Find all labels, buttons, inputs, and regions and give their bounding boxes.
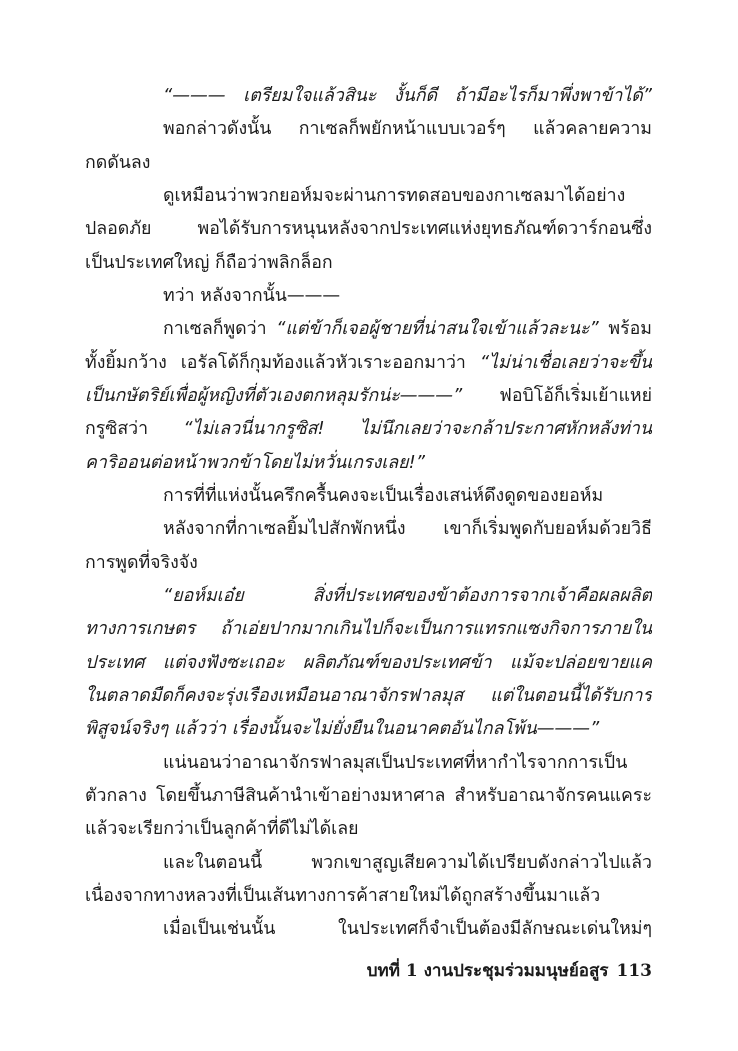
paragraph xyxy=(85,913,652,946)
paragraph xyxy=(85,313,652,480)
text-line xyxy=(85,313,652,346)
narration-text: หลังจากที่กาเซลยิ้มไปสักพักหนึ่ง เขาก็เริ่มพูดกับยอห์มด้วยวิธี xyxy=(163,519,652,540)
running-head: บทที่ 1 งานประชุมร่วมมนุษย์อสูร xyxy=(366,961,609,981)
text-line xyxy=(85,147,652,180)
text-line xyxy=(85,80,652,113)
narration-text: พร้อม xyxy=(598,319,652,340)
dialogue-text: เป็นกษัตริย์เพื่อผู้หญิงที่ตัวเองตกหลุมรักน่ะ———” xyxy=(85,385,463,406)
dialogue-text: ทางการเกษตร ถ้าเอ่ยปากมากเกินไปก็จะเป็นการแทรกแซงกิจการภายใน xyxy=(85,619,652,640)
paragraph xyxy=(85,580,652,747)
paragraph xyxy=(85,80,652,113)
narration-text: ทว่า หลังจากนั้น——— xyxy=(163,285,341,306)
dialogue-text: “——— เตรียมใจแล้วสินะ งั้นก็ดี ถ้ามีอะไรก็มาพึ่งพาข้าได้” xyxy=(163,86,652,106)
narration-text: เป็นประเทศใหญ่ ก็ถือว่าพลิกล็อก xyxy=(85,252,333,273)
paragraph xyxy=(85,180,652,280)
narration-text: แน่นอนว่าอาณาจักรฟาลมุสเป็นประเทศที่หากำไรจากการเป็น xyxy=(163,752,628,773)
text-line xyxy=(85,647,652,680)
narration-text: การที่ที่แห่งนั้นครึกครื้นคงจะเป็นเรื่องเสน่ห์ดึงดูดของยอห์ม xyxy=(163,485,604,506)
text-line xyxy=(85,380,652,413)
paragraph xyxy=(85,113,652,180)
text-line xyxy=(85,213,652,246)
narration-text: และในตอนนี้ พวกเขาสูญเสียความได้เปรียบดังกล่าวไปแล้ว xyxy=(163,852,652,873)
paragraph xyxy=(85,480,652,513)
text-line xyxy=(85,113,652,146)
text-line xyxy=(85,747,652,780)
text-line xyxy=(85,847,652,880)
page-footer xyxy=(367,956,652,986)
text-line xyxy=(85,480,652,513)
narration-text: เมื่อเป็นเช่นนั้น ในประเทศก็จำเป็นต้องมีลักษณะเด่นใหม่ๆ xyxy=(163,919,652,940)
text-line xyxy=(85,547,652,580)
text-line xyxy=(85,413,652,446)
text-line xyxy=(85,347,652,380)
narration-text: กดดันลง xyxy=(85,152,151,173)
dialogue-text: พิสูจน์จริงๆ แล้วว่า เรื่องนั้นจะไม่ยั่งยืนในอนาคตอันไกลโพ้น———” xyxy=(85,719,600,740)
text-line xyxy=(85,580,652,613)
text-line xyxy=(85,280,652,313)
text-line xyxy=(85,713,652,746)
text-line xyxy=(85,680,652,713)
narration-text: ดูเหมือนว่าพวกยอห์มจะผ่านการทดสอบของกาเซลมาได้อย่าง xyxy=(163,185,626,206)
narration-text: กาเซลก็พูดว่า xyxy=(163,319,277,340)
narration-text: ทั้งยิ้มกว้าง เอรัลโด้ก็กุมท้องแล้วหัวเราะออกมาว่า xyxy=(85,352,480,373)
text-line xyxy=(85,247,652,280)
dialogue-text: “แต่ข้าก็เจอผู้ชายที่น่าสนใจเข้าแล้วละนะ” xyxy=(276,319,599,340)
narration-text: แล้วจะเรียกว่าเป็นลูกค้าที่ดีไม่ได้เลย xyxy=(85,819,359,840)
paragraph xyxy=(85,847,652,914)
text-line xyxy=(85,447,652,480)
narration-text: ตัวกลาง โดยขึ้นภาษีสินค้านำเข้าอย่างมหาศาล สำหรับอาณาจักรคนแคระ xyxy=(85,785,652,806)
narration-text: เนื่องจากทางหลวงที่เป็นเส้นทางการค้าสายใหม่ได้ถูกสร้างขึ้นมาแล้ว xyxy=(85,885,601,906)
narration-text: ฟอบิโอ้ก็เริ่มเย้าแหย่ xyxy=(462,385,652,406)
text-line xyxy=(85,180,652,213)
narration-text: พอกล่าวดังนั้น กาเซลก็พยักหน้าแบบเวอร์ๆ แล้วคลายความ xyxy=(163,119,652,140)
dialogue-text: “ไม่น่าเชื่อเลยว่าจะขึ้น xyxy=(479,352,652,373)
paragraph xyxy=(85,280,652,313)
text-line xyxy=(85,880,652,913)
dialogue-text: “ไม่เลวนี่นากรูซิส! ไม่นึกเลยว่าจะกล้าประกาศหักหลังท่าน xyxy=(183,419,652,440)
text-line xyxy=(85,780,652,813)
narration-text: ปลอดภัย พอได้รับการหนุนหลังจากประเทศแห่งยุทธภัณฑ์ดวาร์กอนซึ่ง xyxy=(85,219,652,240)
paragraph xyxy=(85,513,652,580)
text-line xyxy=(85,913,652,946)
page-number: 113 xyxy=(616,961,652,981)
dialogue-text: “ยอห์มเอ๋ย สิ่งที่ประเทศของข้าต้องการจากเจ้าคือผลผลิต xyxy=(163,585,652,606)
text-line xyxy=(85,813,652,846)
dialogue-text: ในตลาดมืดก็คงจะรุ่งเรืองเหมือนอาณาจักรฟาลมุส แต่ในตอนนี้ได้รับการ xyxy=(85,685,652,706)
narration-text: กรูซิสว่า xyxy=(85,419,184,440)
text-line xyxy=(85,613,652,646)
text-line xyxy=(85,513,652,546)
narration-text: การพูดที่จริงจัง xyxy=(85,552,198,573)
dialogue-text: คาริออนต่อหน้าพวกข้าโดยไม่หวั่นเกรงเลย!” xyxy=(85,452,425,473)
dialogue-text: ประเทศ แต่จงฟังซะเถอะ ผลิตภัณฑ์ของประเทศข้า แม้จะปล่อยขายแค่ xyxy=(85,652,652,673)
body-text xyxy=(85,80,652,947)
paragraph xyxy=(85,747,652,847)
